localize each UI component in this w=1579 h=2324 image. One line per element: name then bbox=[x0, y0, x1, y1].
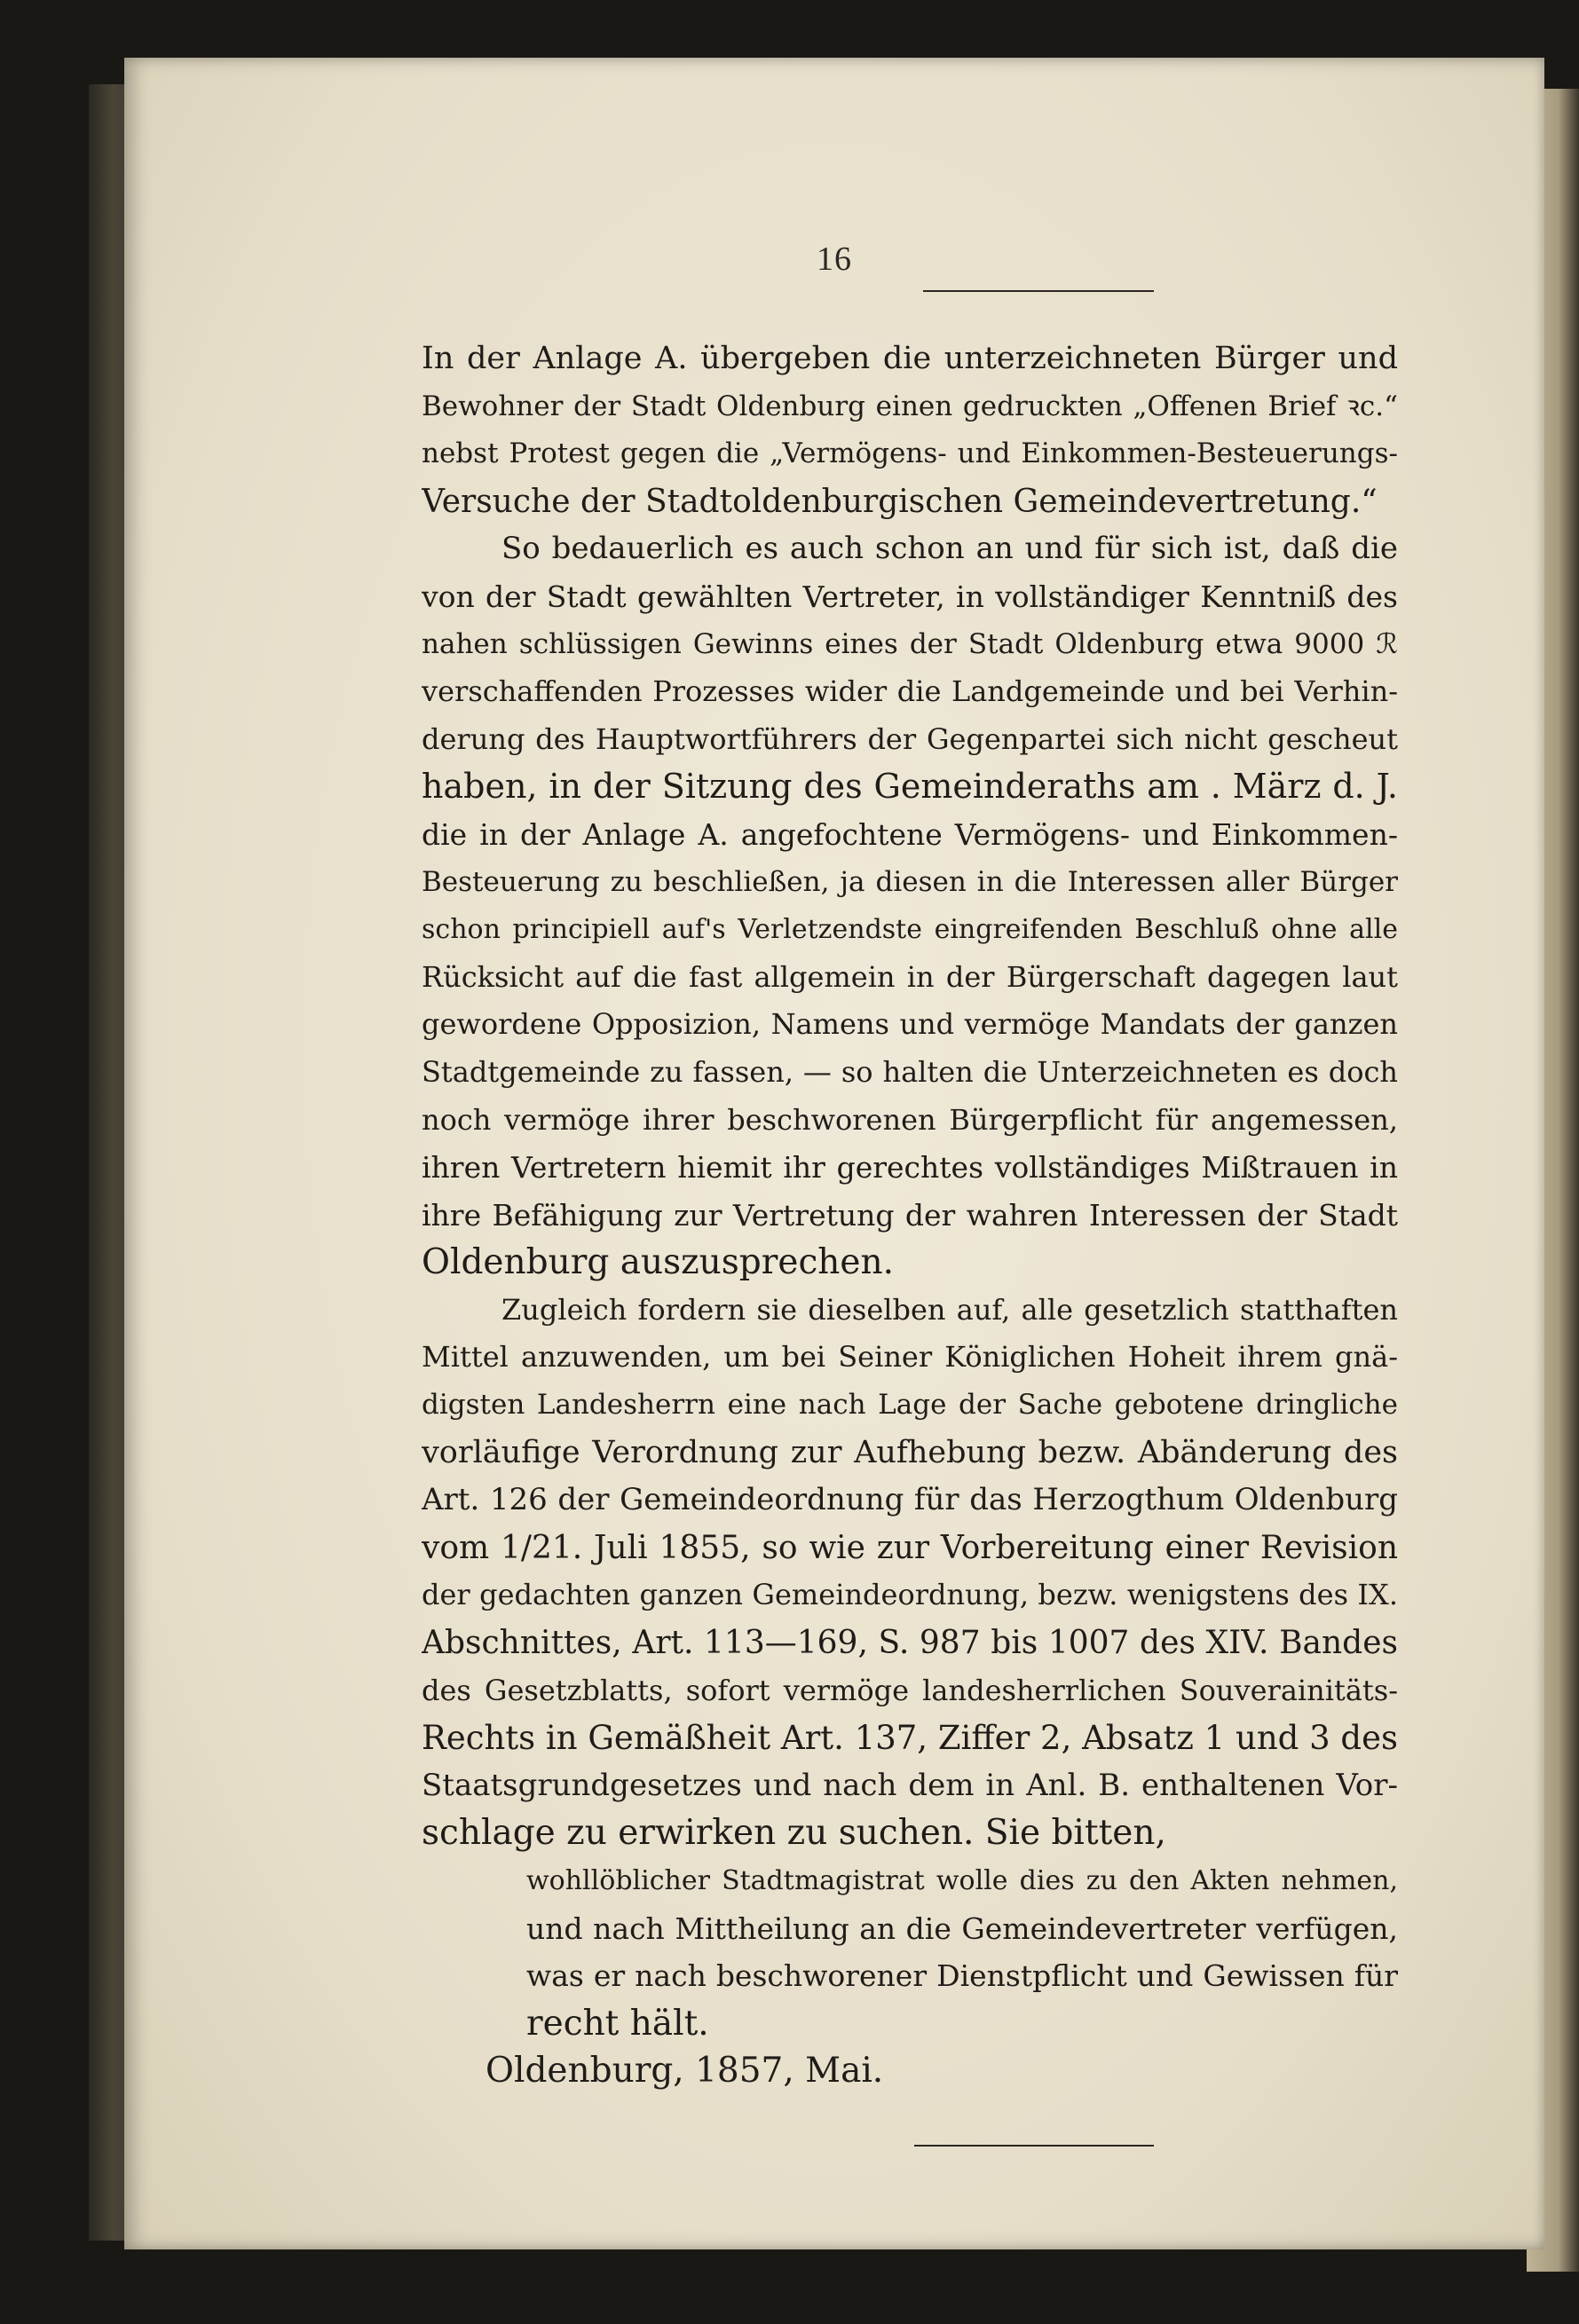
text-line: schlage zu erwirken zu suchen. Sie bitten, bbox=[422, 1813, 1166, 1854]
text-line: ihren Vertretern hiemit ihr gerechtes vollständiges Mißtrauen in bbox=[422, 1150, 1398, 1186]
text-line: der gedachten ganzen Gemeindeordnung, bezw. wenigstens des IX. bbox=[422, 1578, 1398, 1612]
text-line: vorläufige Verordnung zur Aufhebung bezw. Abänderung des bbox=[422, 1434, 1398, 1470]
text-line: ihre Befähigung zur Vertretung der wahren Interessen der Stadt bbox=[422, 1197, 1398, 1233]
text-line: derung des Hauptwortführers der Gegenpartei sich nicht gescheut bbox=[422, 721, 1398, 756]
text-line: noch vermöge ihrer beschworenen Bürgerpflicht für angemessen, bbox=[422, 1102, 1398, 1137]
text-line: In der Anlage A. übergeben die unterzeichneten Bürger und bbox=[422, 341, 1398, 376]
text-line: und nach Mittheilung an die Gemeindevertreter verfügen, bbox=[526, 1910, 1398, 1946]
text-line: nahen schlüssigen Gewinns eines der Stadt Oldenburg etwa 9000 ℛ bbox=[422, 627, 1398, 660]
body-text bbox=[422, 335, 1398, 2095]
text-line: verschaffenden Prozesses wider die Landgemeinde und bei Verhin- bbox=[422, 674, 1398, 709]
text-line: wohllöblicher Stadtmagistrat wolle dies zu den Akten nehmen, bbox=[526, 1865, 1398, 1896]
text-line: des Gesetzblatts, sofort vermöge landesherrlichen Souverainitäts- bbox=[422, 1673, 1398, 1707]
text-line: Rechts in Gemäßheit Art. 137, Ziffer 2, Absatz 1 und 3 des bbox=[422, 1719, 1398, 1758]
text-line: Mittel anzuwenden, um bei Seiner Königlichen Hoheit ihrem gnä- bbox=[422, 1340, 1398, 1375]
text-line: Staatsgrundgesetzes und nach dem in Anl. B. enthaltenen Vor- bbox=[422, 1767, 1398, 1803]
text-line: Art. 126 der Gemeindeordnung für das Herzogthum Oldenburg bbox=[422, 1482, 1398, 1518]
text-line: Versuche der Stadtoldenburgischen Gemeindevertretung.“ bbox=[422, 483, 1378, 520]
text-line: haben, in der Sitzung des Gemeinderaths am . März d. J. bbox=[422, 767, 1398, 807]
text-line: Stadtgemeinde zu fassen, — so halten die Unterzeichneten es doch bbox=[422, 1054, 1398, 1089]
text-line: recht hält. bbox=[526, 2003, 709, 2044]
text-line: gewordene Opposizion, Namens und vermöge Mandats der ganzen bbox=[422, 1007, 1398, 1042]
page-number: 16 bbox=[817, 240, 852, 278]
text-line: was er nach beschworener Dienstpflicht und Gewissen für bbox=[526, 1958, 1398, 1994]
text-line: Abschnittes, Art. 113—169, S. 987 bis 1007 des XIV. Bandes bbox=[422, 1625, 1398, 1662]
text-line: Besteuerung zu beschließen, ja diesen in die Interessen aller Bürger bbox=[422, 865, 1398, 898]
text-line: Rücksicht auf die fast allgemein in der Bürgerschaft dagegen laut bbox=[422, 959, 1398, 994]
text-line: die in der Anlage A. angefochtene Vermögens- und Einkommen- bbox=[422, 816, 1398, 852]
text-line: vom 1/21. Juli 1855, so wie zur Vorbereitung einer Revision bbox=[422, 1529, 1398, 1566]
text-line: Bewohner der Stadt Oldenburg einen gedruckten „Offenen Brief ꝛc.“ bbox=[422, 390, 1398, 422]
header-rule bbox=[923, 290, 1154, 292]
text-line: schon principiell auf's Verletzendste eingreifenden Beschluß ohne alle bbox=[422, 914, 1398, 946]
text-line: So bedauerlich es auch schon an und für sich ist, daß die bbox=[501, 531, 1398, 567]
place-date-line: Oldenburg, 1857, Mai. bbox=[486, 2051, 884, 2092]
text-line: von der Stadt gewählten Vertreter, in vollständiger Kenntniß des bbox=[422, 579, 1398, 614]
text-line: nebst Protest gegen die „Vermögens- und Einkommen-Besteuerungs- bbox=[422, 437, 1398, 470]
text-line: Zugleich fordern sie dieselben auf, alle gesetzlich statthaften bbox=[501, 1292, 1398, 1327]
footer-rule bbox=[914, 2145, 1154, 2147]
text-line: digsten Landesherrn eine nach Lage der Sache gebotene dringliche bbox=[422, 1389, 1398, 1422]
text-line: Oldenburg auszusprechen. bbox=[422, 1242, 895, 1283]
